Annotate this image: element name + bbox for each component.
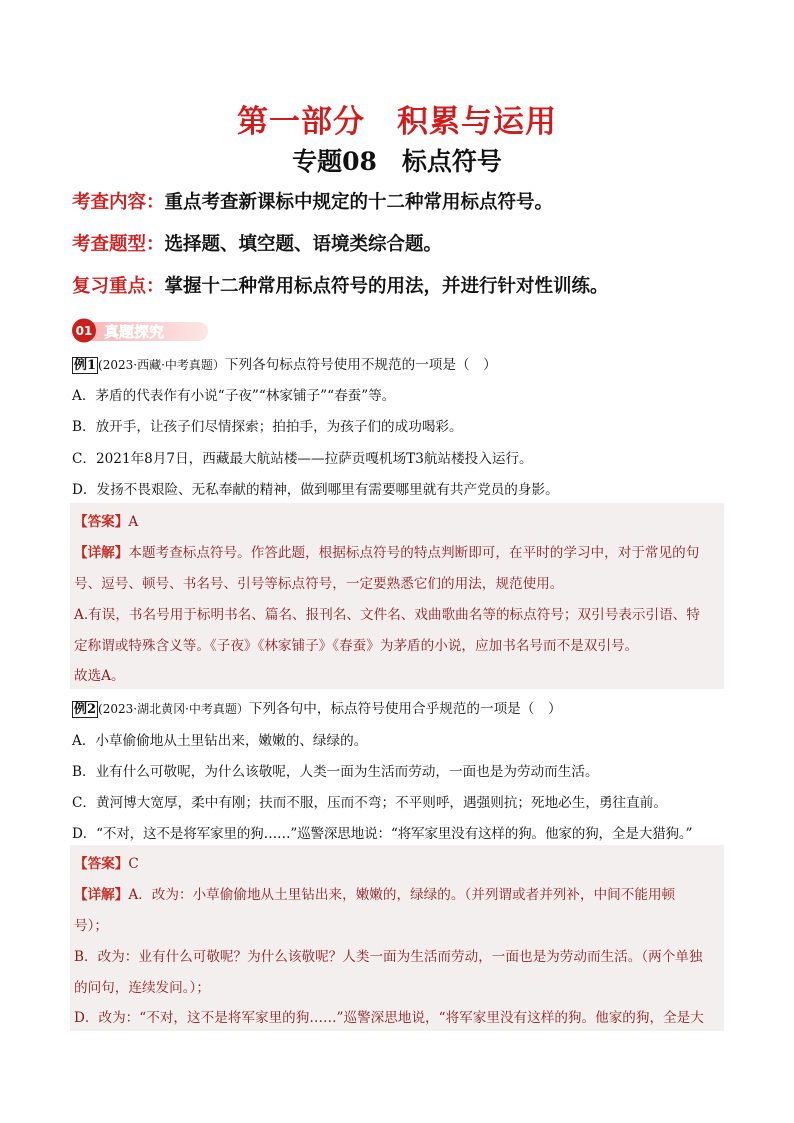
main-title: 第一部分 积累与运用	[237, 104, 557, 140]
meta-content	[72, 188, 553, 214]
q2-answer: C	[128, 856, 139, 872]
q2-detail-text: A．改为：小草偷偷地从土里钻出来，嫩嫩的，绿绿的。（并列谓或者并列补，中间不能用顿	[128, 887, 676, 903]
meta-key: 复习重点：	[72, 276, 165, 297]
meta-value: 掌握十二种常用标点符号的用法，并进行针对性训练。	[164, 276, 609, 297]
q1-detail-line-4: 定称谓或特殊含义等。《子夜》《林家铺子》《春蚕》为茅盾的小说，应加书名号而不是双引号。	[74, 638, 639, 654]
q1-answer-line	[74, 510, 138, 530]
q1-option-c: C．2021年8月7日，西藏最大航站楼——拉萨贡嘎机场T3航站楼投入运行。	[72, 451, 533, 467]
detail-label: 【详解】	[74, 887, 129, 903]
q1-detail-line-1	[74, 541, 699, 561]
badge-label: 真题探究	[104, 323, 165, 341]
q2-detail-line-5: D．改为：“不对，这不是将军家里的狗……”巡警深思地说，“将军家里没有这样的狗。他家的狗，全是大	[74, 1010, 704, 1026]
q1-option-d: D．发扬不畏艰险、无私奉献的精神，做到哪里有需要哪里就有共产党员的身影。	[72, 482, 559, 498]
detail-label: 【详解】	[74, 545, 129, 561]
q1-stem	[72, 353, 497, 373]
q1-option-a: A．茅盾的代表作有小说“子夜”“林家铺子”“春蚕”等。	[72, 388, 396, 404]
answer-label: 【答案】	[74, 856, 129, 872]
q1-question: 下列各句标点符号使用不规范的一项是（ ）	[224, 357, 497, 373]
q2-detail-line-1	[74, 883, 675, 903]
subtitle: 专题08 标点符号	[292, 147, 502, 176]
answer-label: 【答案】	[74, 514, 129, 530]
q2-option-c: C．黄河博大宽厚，柔中有刚；扶而不服，压而不弯；不平则呼，遇强则抗；死地必生，勇往直前。	[72, 795, 667, 811]
q2-detail-line-3: B．改为：业有什么可敬呢？为什么该敬呢？人类一面为生活而劳动，一面也是为劳动而生活。（两个单独	[74, 949, 703, 965]
q1-source: (2023·西藏·中考真题）	[98, 358, 225, 372]
q2-stem	[72, 697, 562, 717]
meta-value: 选择题、填空题、语境类综合题。	[164, 234, 443, 255]
q2-source: (2023·湖北黄冈·中考真题）	[98, 702, 249, 716]
badge-number: 01	[75, 324, 93, 338]
q2-answer-line	[74, 852, 139, 872]
meta-key: 考查题型：	[72, 234, 165, 255]
q2-option-a: A．小草偷偷地从土里钻出来，嫩嫩的、绿绿的。	[72, 733, 368, 749]
q1-answer: A	[128, 514, 139, 530]
q1-detail-line-2: 号、逗号、顿号、书名号、引号等标点符号，一定要熟悉它们的用法，规范使用。	[74, 576, 564, 592]
q1-answer-box	[70, 503, 724, 689]
meta-review-focus	[72, 272, 609, 298]
q1-tag: 例1	[74, 358, 97, 373]
q2-question: 下列各句中，标点符号使用合乎规范的一项是（ ）	[248, 701, 562, 717]
q2-tag: 例2	[74, 702, 97, 717]
meta-key: 考查内容：	[72, 192, 165, 213]
q2-detail-line-2: 号）；	[74, 918, 108, 934]
q2-option-b: B．业有什么可敬呢，为什么该敬呢，人类一面为生活而劳动，一面也是为劳动而生活。	[72, 764, 599, 780]
q1-detail-text: 本题考查标点符号。作答此题，根据标点符号的特点判断即可，在平时的学习中，对于常见的句	[128, 545, 700, 561]
q2-option-d: D．“不对，这不是将军家里的狗……”巡警深思地说：“将军家里没有这样的狗。他家的狗，全是大猎狗。”	[72, 826, 693, 842]
q2-answer-box	[70, 845, 724, 1031]
q1-detail-line-5: 故选A。	[74, 668, 125, 684]
meta-value: 重点考查新课标中规定的十二种常用标点符号。	[164, 192, 554, 213]
q2-detail-line-4: 的问句，连续发问。）；	[74, 980, 210, 996]
meta-question-types	[72, 230, 442, 256]
q1-detail-line-3: A.有误，书名号用于标明书名、篇名、报刊名、文件名、戏曲歌曲名等的标点符号；双引号表示引语、特	[74, 607, 700, 623]
section-badge	[70, 317, 212, 344]
q1-option-b: B．放开手，让孩子们尽情探索；拍拍手，为孩子们的成功喝彩。	[72, 419, 463, 435]
